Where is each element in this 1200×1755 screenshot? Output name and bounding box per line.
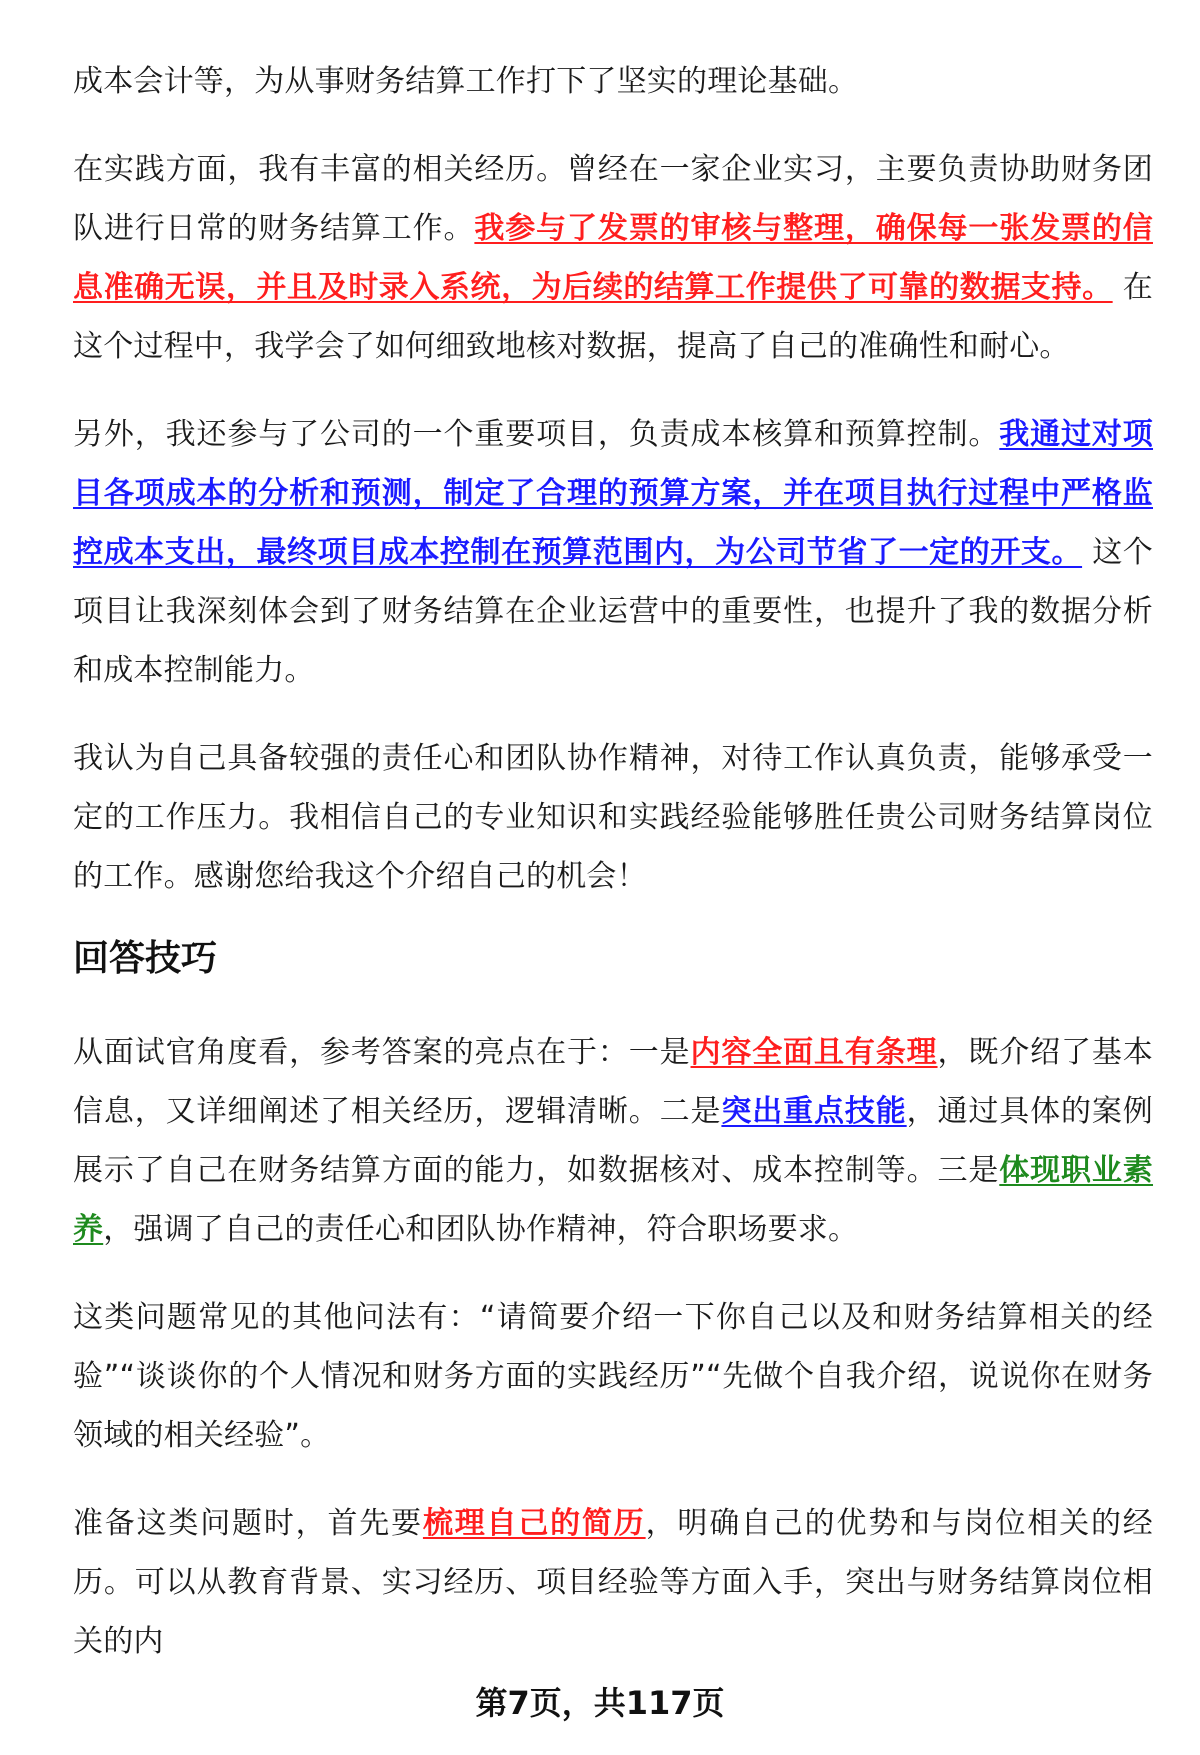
- paragraph-highlights: [73, 1023, 1153, 1259]
- paragraph-project: [73, 405, 1153, 700]
- highlight-resume: 梳理自己的简历: [422, 1506, 646, 1541]
- highlight-invoice-review: 我参与了发票的审核与整理，确保每一张发票的信息准确无误，并且及时录入系统，为后续的结算工作提供了可靠的数据支持。: [73, 211, 1153, 305]
- section-title: 回答技巧: [73, 938, 218, 979]
- highlight-cost-control: 我通过对项目各项成本的分析和预测，制定了合理的预算方案，并在项目执行过程中严格监控成本支出，最终项目成本控制在预算范围内，为公司节省了一定的开支。: [73, 417, 1154, 570]
- paragraph-text: ，强调了自己的责任心和团队协作精神，符合职场要求。: [103, 1212, 859, 1247]
- paragraph-text: 我认为自己具备较强的责任心和团队协作精神，对待工作认真负责，能够承受一定的工作压力。我相信自己的专业知识和实践经验能够胜任贵公司财务结算岗位的工作。感谢您给我这个介绍自己的机会！: [73, 741, 1153, 894]
- paragraph-text: ，通过具体的案例展示了自己在财务结算方面的能力，如数据核对、成本控制等。三是: [73, 1094, 1154, 1188]
- highlight-key-skills: 突出重点技能: [721, 1094, 907, 1129]
- paragraph-preparation: [73, 1494, 1153, 1671]
- paragraph-text: 这类问题常见的其他问法有：“请简要介绍一下你自己以及和财务结算相关的经验”“谈谈你的个人情况和财务方面的实践经历”“先做个自我介绍，说说你在财务领域的相关经验”。: [73, 1300, 1153, 1453]
- paragraph-alternatives: [73, 1288, 1153, 1465]
- paragraph-text: 从面试官角度看，参考答案的亮点在于：一是: [73, 1035, 691, 1070]
- highlight-comprehensive: 内容全面且有条理: [690, 1035, 938, 1070]
- paragraph-text: ，明确自己的优势和与岗位相关的经历。可以从教育背景、实习经历、项目经验等方面入手，突出与财务结算岗位相关的内: [73, 1506, 1154, 1659]
- paragraph-theory: [73, 52, 1153, 111]
- paragraph-text: 成本会计等，为从事财务结算工作打下了坚实的理论基础。: [73, 64, 859, 99]
- paragraph-practice: [73, 140, 1153, 376]
- paragraph-text: 这个项目让我深刻体会到了财务结算在企业运营中的重要性，也提升了我的数据分析和成本控制能力。: [73, 535, 1153, 688]
- paragraph-text: 另外，我还参与了公司的一个重要项目，负责成本核算和预算控制。: [73, 417, 1000, 452]
- document-body: [73, 52, 1153, 1700]
- paragraph-text: 准备这类问题时，首先要: [73, 1506, 423, 1541]
- highlight-professionalism: 体现职业素养: [73, 1153, 1154, 1247]
- paragraph-text: 在这个过程中，我学会了如何细致地核对数据，提高了自己的准确性和耐心。: [73, 270, 1153, 364]
- paragraph-closing: [73, 729, 1153, 906]
- paragraph-text: ，既介绍了基本信息，又详细阐述了相关经历，逻辑清晰。二是: [73, 1035, 1154, 1129]
- paragraph-text: 在实践方面，我有丰富的相关经历。曾经在一家企业实习，主要负责协助财务团队进行日常的财务结算工作。: [73, 152, 1153, 246]
- page-number: 第7页，共117页: [475, 1684, 725, 1722]
